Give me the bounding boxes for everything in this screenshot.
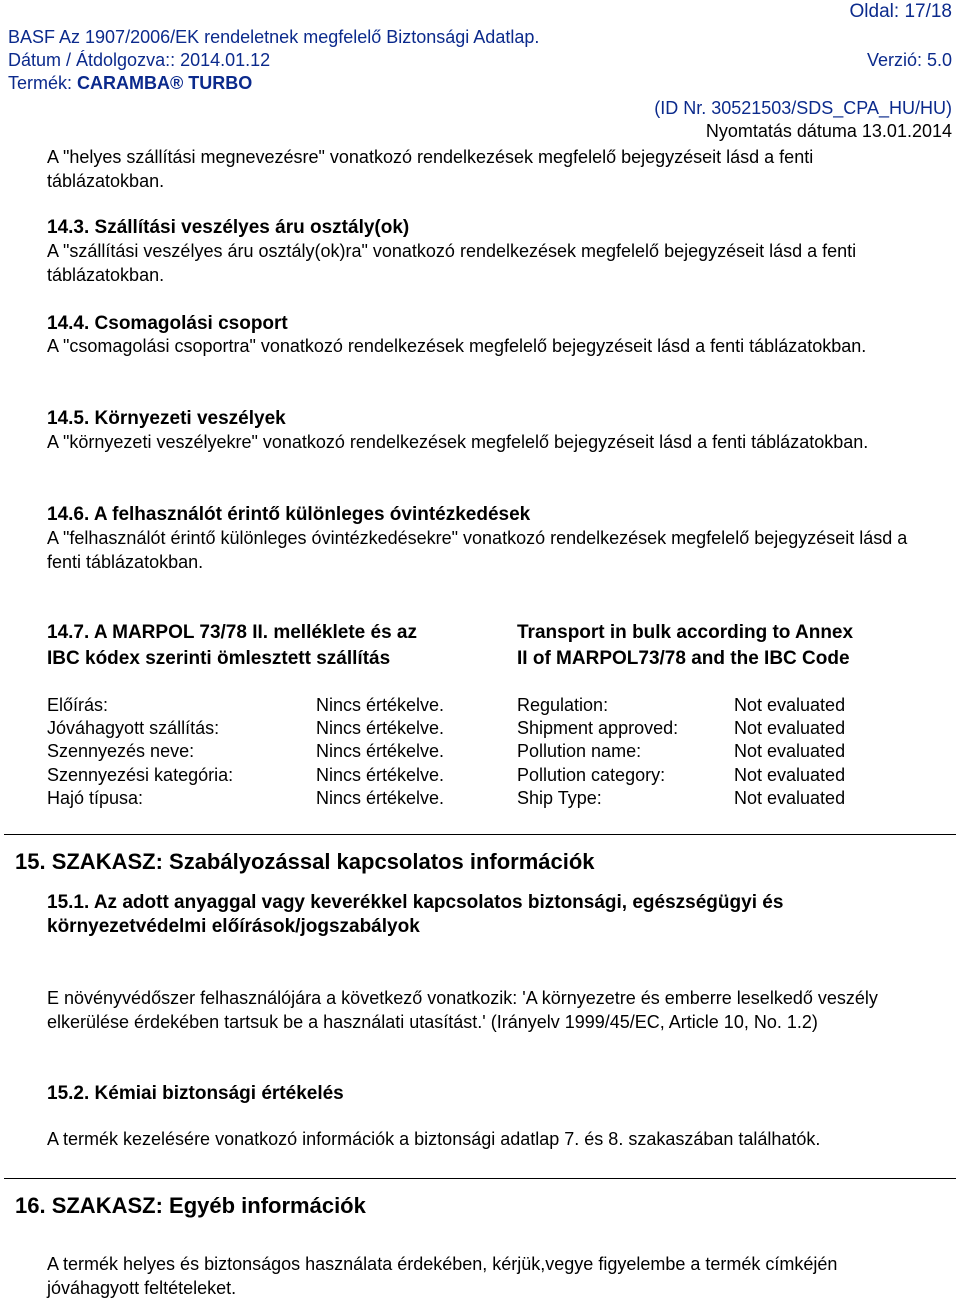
section-14-6-text: A "felhasználót érintő különleges óvintézkedésekre" vonatkozó rendelkezések megfelelő bejegyzéseit lásd a fenti táblázatokban. bbox=[47, 528, 908, 572]
section-15-title: 15. SZAKASZ: Szabályozással kapcsolatos információk bbox=[15, 849, 595, 874]
en-label: Shipment approved: bbox=[517, 718, 679, 738]
section-14-7-title-hu-2: IBC kódex szerinti ömlesztett szállítás bbox=[47, 648, 391, 669]
header-title: BASF Az 1907/2006/EK rendeletnek megfelelő Biztonsági Adatlap. bbox=[8, 27, 540, 47]
en-label: Pollution name: bbox=[517, 741, 642, 761]
section-14-3-text: A "szállítási veszélyes áru osztály(ok)ra" vonatkozó rendelkezések megfelelő bejegyzéseit lásd a fenti táblázatokban. bbox=[47, 241, 857, 285]
section-15-1-title-1: 15.1. Az adott anyaggal vagy keverékkel kapcsolatos biztonsági, egészségügyi és bbox=[47, 892, 784, 913]
intro-text: A "helyes szállítási megnevezésre" vonatkozó rendelkezések megfelelő bejegyzéseit lásd a fenti táblázatokban. bbox=[47, 147, 814, 191]
section-divider bbox=[4, 834, 956, 835]
section-15-1-text: E növényvédőszer felhasználójára a következő vonatkozik: 'A környezetre és emberre leselkedő veszély elkerülése érdekében tartsuk be a használati utasítást.' (Irányelv 1999/45/EC, Article 10, No. 1.2) bbox=[47, 988, 878, 1032]
section-14-4-text: A "csomagolási csoportra" vonatkozó rendelkezések megfelelő bejegyzéseit lásd a fenti táblázatokban. bbox=[47, 336, 867, 356]
product-name: CARAMBA bbox=[77, 73, 171, 93]
product-prefix: Termék: bbox=[8, 73, 78, 93]
hu-label: Hajó típusa: bbox=[47, 788, 144, 808]
section-14-6-title: 14.6. A felhasználót érintő különleges óvintézkedések bbox=[47, 504, 531, 525]
hu-label: Előírás: bbox=[47, 695, 109, 715]
section-15-2-text: A termék kezelésére vonatkozó információk a biztonsági adatlap 7. és 8. szakaszában találhatók. bbox=[47, 1129, 821, 1149]
hu-label: Jóváhagyott szállítás: bbox=[47, 718, 220, 738]
en-value: Not evaluated bbox=[734, 765, 846, 785]
hu-value: Nincs értékelve. bbox=[316, 788, 445, 808]
hu-label: Szennyezési kategória: bbox=[47, 765, 234, 785]
hu-label: Szennyezés neve: bbox=[47, 741, 195, 761]
section-14-7-title-hu-1: 14.7. A MARPOL 73/78 II. melléklete és az bbox=[47, 622, 417, 643]
en-value: Not evaluated bbox=[734, 695, 846, 715]
page-number: Oldal: 17/18 bbox=[849, 1, 952, 22]
en-label: Regulation: bbox=[517, 695, 609, 715]
section-14-7-title-en-2: II of MARPOL73/78 and the IBC Code bbox=[517, 648, 850, 669]
header-date: Dátum / Átdolgozva:: 2014.01.12 bbox=[8, 50, 271, 70]
section-14-5-title: 14.5. Környezeti veszélyek bbox=[47, 408, 286, 429]
section-14-4-title: 14.4. Csomagolási csoport bbox=[47, 313, 288, 334]
section-15-2-title: 15.2. Kémiai biztonsági értékelés bbox=[47, 1083, 344, 1104]
en-label: Pollution category: bbox=[517, 765, 666, 785]
header-id: (ID Nr. 30521503/SDS_CPA_HU/HU) bbox=[654, 98, 952, 118]
section-divider bbox=[4, 1178, 956, 1179]
en-label: Ship Type: bbox=[517, 788, 602, 808]
hu-value: Nincs értékelve. bbox=[316, 741, 445, 761]
hu-value: Nincs értékelve. bbox=[316, 765, 445, 785]
section-15-1-title-2: környezetvédelmi előírások/jogszabályok bbox=[47, 916, 420, 937]
registered-mark: ® bbox=[170, 73, 184, 93]
section-14-7-title-en-1: Transport in bulk according to Annex bbox=[517, 622, 854, 643]
section-14-3-title: 14.3. Szállítási veszélyes áru osztály(ok) bbox=[47, 217, 410, 238]
section-16-text: A termék helyes és biztonságos használata érdekében, kérjük,vegye figyelembe a termék címkéjén jóváhagyott feltételeket. bbox=[47, 1254, 838, 1298]
section-16-title: 16. SZAKASZ: Egyéb információk bbox=[15, 1193, 366, 1218]
en-value: Not evaluated bbox=[734, 788, 846, 808]
section-14-5-text: A "környezeti veszélyekre" vonatkozó rendelkezések megfelelő bejegyzéseit lásd a fenti táblázatokban. bbox=[47, 432, 869, 452]
hu-value: Nincs értékelve. bbox=[316, 695, 445, 715]
en-value: Not evaluated bbox=[734, 741, 846, 761]
product-suffix: TURBO bbox=[183, 73, 253, 93]
print-date: Nyomtatás dátuma 13.01.2014 bbox=[705, 121, 952, 141]
header-version: Verzió: 5.0 bbox=[866, 50, 952, 70]
hu-value: Nincs értékelve. bbox=[316, 718, 445, 738]
en-value: Not evaluated bbox=[734, 718, 846, 738]
header-product bbox=[8, 73, 252, 93]
